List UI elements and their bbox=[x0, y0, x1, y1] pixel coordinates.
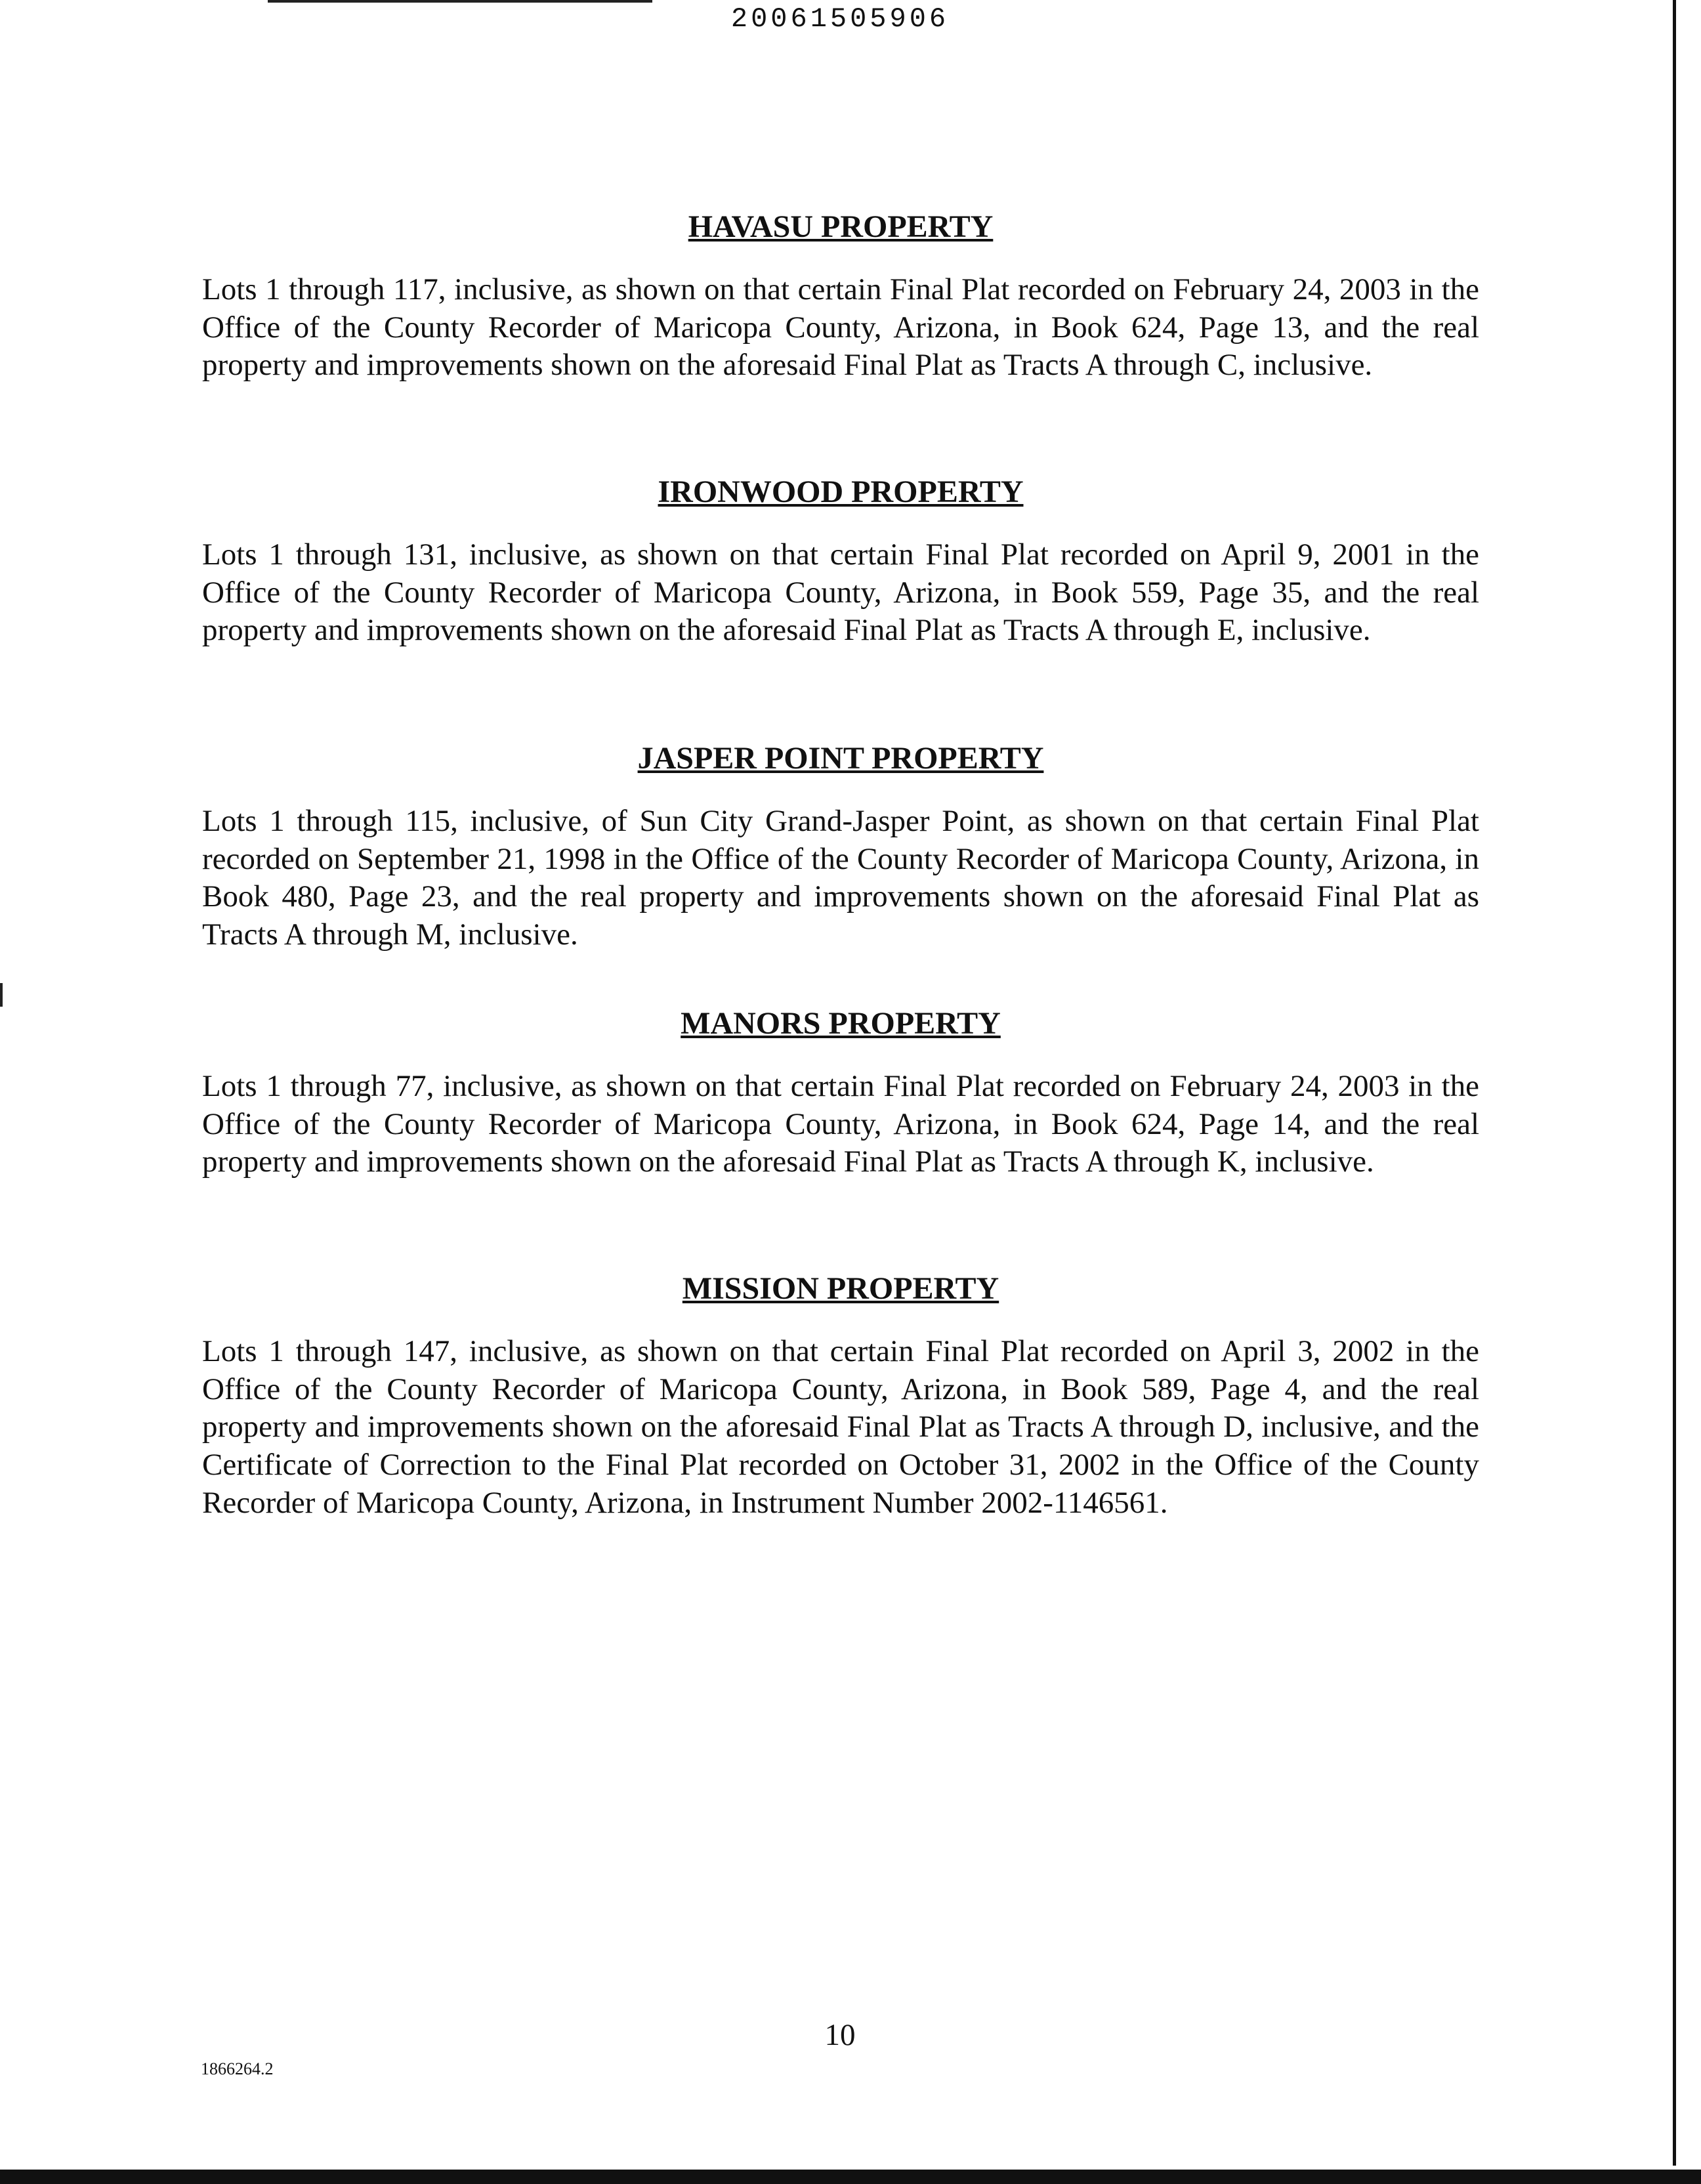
section-title: MISSION PROPERTY bbox=[682, 1271, 999, 1306]
document-id: 1866264.2 bbox=[201, 2059, 274, 2078]
section-mission-property bbox=[202, 1273, 1479, 1522]
section-body: Lots 1 through 131, inclusive, as shown on that certain Final Plat recorded on April 9, 2001 in the Office of the County Recorder of Maricopa County, Arizona, in Book 559, Page 35, and the real property and improvements shown on the aforesaid Final Plat as Tracts A through E, inclusive. bbox=[202, 537, 1479, 648]
section-ironwood-property bbox=[202, 476, 1479, 650]
section-jasper-point-property bbox=[202, 743, 1479, 954]
section-manors-property bbox=[202, 1008, 1479, 1181]
page-number: 10 bbox=[824, 2018, 856, 2052]
section-body: Lots 1 through 147, inclusive, as shown on that certain Final Plat recorded on April 3, 2002 in the Office of the County Recorder of Maricopa County, Arizona, in Book 589, Page 4, and the real property and improvements shown on the aforesaid Final Plat as Tracts A through D, inclusive, and the Certificate of Correction to the Final Plat recorded on October 31, 2002 in the Office of the County Recorder of Maricopa County, Arizona, in Instrument Number 2002-1146561. bbox=[202, 1334, 1479, 1520]
section-body: Lots 1 through 115, inclusive, of Sun City Grand-Jasper Point, as shown on that certain Final Plat recorded on September 21, 1998 in the Office of the County Recorder of Maricopa County, Arizona, in Book 480, Page 23, and the real property and improvements shown on the aforesaid Final Plat as Tracts A through M, inclusive. bbox=[202, 804, 1479, 952]
section-title: HAVASU PROPERTY bbox=[688, 209, 994, 244]
section-body: Lots 1 through 77, inclusive, as shown on that certain Final Plat recorded on February 24, 2003 in the Office of the County Recorder of Maricopa County, Arizona, in Book 624, Page 14, and the real property and improvements shown on the aforesaid Final Plat as Tracts A through K, inclusive. bbox=[202, 1069, 1479, 1179]
left-scan-mark bbox=[0, 983, 3, 1007]
top-scan-rule bbox=[268, 0, 652, 3]
section-body: Lots 1 through 117, inclusive, as shown on that certain Final Plat recorded on February 24, 2003 in the Office of the County Recorder of Maricopa County, Arizona, in Book 624, Page 13, and the real property and improvements shown on the aforesaid Final Plat as Tracts A through C, inclusive. bbox=[202, 272, 1479, 383]
section-havasu-property bbox=[202, 211, 1479, 385]
section-title: JASPER POINT PROPERTY bbox=[637, 741, 1044, 776]
section-title: IRONWOOD PROPERTY bbox=[658, 474, 1024, 509]
bottom-scan-border bbox=[0, 2170, 1701, 2184]
section-title: MANORS PROPERTY bbox=[681, 1006, 1001, 1041]
recording-number: 20061505906 bbox=[730, 3, 950, 35]
right-scan-border bbox=[1673, 0, 1676, 2166]
